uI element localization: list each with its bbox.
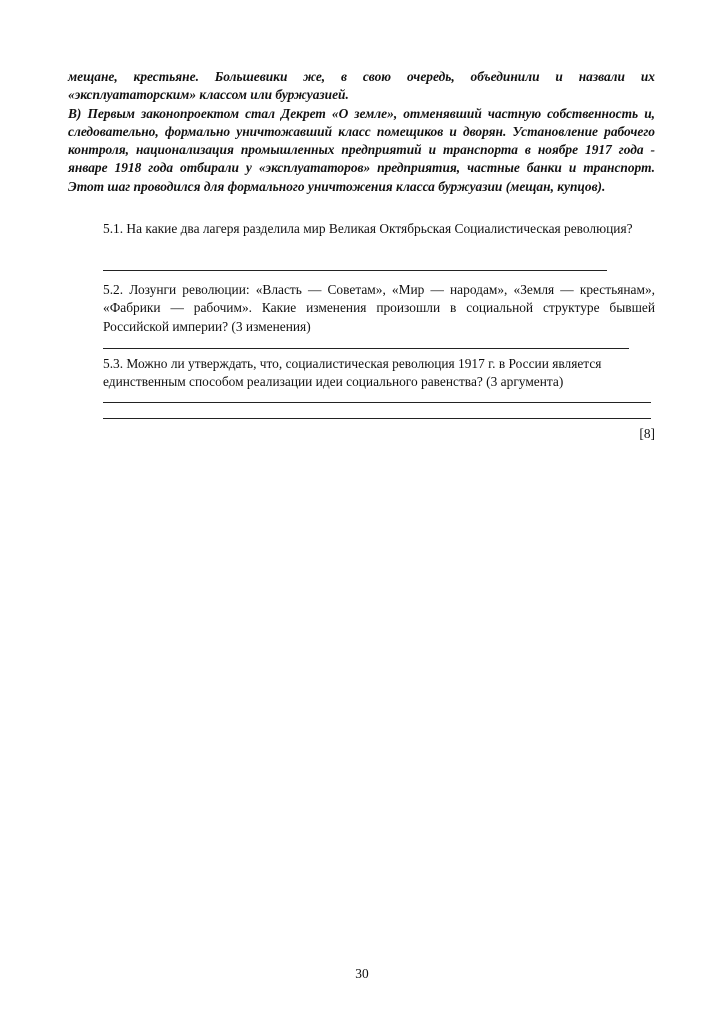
answer-paragraph-continued: мещане, крестьяне. Большевики же, в свою очередь, объединили и назвали их «эксплуататорским» классом или буржуазией.	[68, 69, 655, 103]
answer-line	[103, 418, 651, 419]
score-marker: [8]	[639, 426, 655, 441]
question-5-1: 5.1. На какие два лагеря разделила мир Великая Октябрьская Социалистическая революция?	[103, 221, 633, 236]
answer-line	[103, 270, 607, 271]
answer-paragraph-b: В) Первым законопроектом стал Декрет «О земле», отменявший частную собственность и, следовательно, формально уничтожавший класс помещиков и дворян. Установление рабочего контроля, национализация промышленных предприятий и транспорта в ноябре 1917 года - январе 1918 года отбирали у «эксплуататоров» предприятия, частные банки и транспорт. Этот шаг проводился для формального уничтожения класса буржуазии (мещан, купцов).	[68, 105, 655, 194]
answer-line	[103, 402, 651, 403]
answer-key-text	[68, 68, 655, 196]
page-number: 30	[355, 966, 369, 981]
question-5-2: 5.2. Лозунги революции: «Власть — Советам», «Мир — народам», «Земля — крестьянам», «Фабрики — рабочим». Какие изменения произошли в социальной структуре бывшей Российской империи? (3 изменения)	[103, 282, 655, 334]
question-5-3: 5.3. Можно ли утверждать, что, социалистическая революция 1917 г. в России является единственным способом реализации идеи социального равенства? (3 аргумента)	[103, 356, 602, 390]
answer-line	[103, 348, 629, 349]
